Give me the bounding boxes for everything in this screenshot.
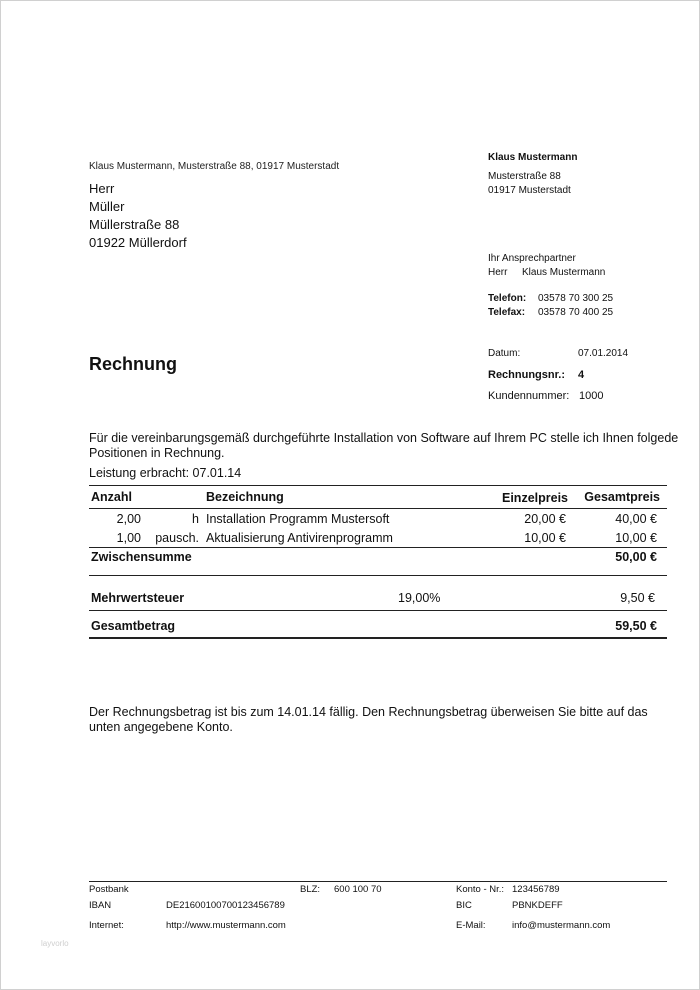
footer-blz-label: BLZ: xyxy=(300,884,321,895)
contact-heading: Ihr Ansprechpartner xyxy=(488,253,576,264)
sender-return-address: Klaus Mustermann, Musterstraße 88, 01917 Musterstadt xyxy=(89,161,340,172)
footer-iban: DE21600100700123456789 xyxy=(166,900,285,911)
items-rule xyxy=(89,547,667,548)
subtotal-label: Zwischensumme xyxy=(91,550,192,564)
footer-email-label: E-Mail: xyxy=(456,920,486,931)
footer-bank: Postbank xyxy=(89,884,129,895)
footer-internet-label: Internet: xyxy=(89,920,124,931)
customer-no-value: 1000 xyxy=(579,390,604,402)
table-top-rule xyxy=(89,485,667,486)
row-unit-price: 10,00 € xyxy=(524,531,566,545)
row-unit: pausch. xyxy=(155,531,199,545)
row-total: 40,00 € xyxy=(615,512,657,526)
document-title: Rechnung xyxy=(89,354,177,374)
row-qty: 2,00 xyxy=(116,512,141,526)
recipient-street: Müllerstraße 88 xyxy=(89,217,180,232)
header-rule xyxy=(89,508,667,509)
invoice-no-label: Rechnungsnr.: xyxy=(488,369,566,381)
subtotal-value: 50,00 € xyxy=(615,550,657,564)
service-date: Leistung erbracht: 07.01.14 xyxy=(89,466,242,480)
vat-rate: 19,00% xyxy=(398,591,441,605)
total-label: Gesamtbetrag xyxy=(91,619,176,633)
row-description: Aktualisierung Antivirenprogramm xyxy=(206,531,393,545)
phone-label: Telefon: xyxy=(488,293,527,304)
header-anzahl: Anzahl xyxy=(91,490,132,504)
contact-salutation: Herr xyxy=(488,267,508,278)
row-qty: 1,00 xyxy=(116,531,141,545)
watermark: layvorlo xyxy=(41,939,69,948)
vat-value: 9,50 € xyxy=(620,591,655,605)
recipient-salutation: Herr xyxy=(89,181,115,196)
phone-number: 03578 70 300 25 xyxy=(538,293,614,304)
recipient-city: 01922 Müllerdorf xyxy=(89,235,187,250)
date-label: Datum: xyxy=(488,348,521,359)
header-bezeichnung: Bezeichnung xyxy=(206,490,284,504)
invoice-no-value: 4 xyxy=(578,369,585,381)
row-unit-price: 20,00 € xyxy=(524,512,566,526)
recipient-name: Müller xyxy=(89,199,125,214)
company-block xyxy=(488,151,577,198)
footer-bic-label: BIC xyxy=(456,900,472,911)
customer-no-label: Kundennummer: xyxy=(488,390,570,402)
contact-name: Klaus Mustermann xyxy=(522,267,606,278)
footer-rule xyxy=(89,881,667,882)
contact-person xyxy=(488,252,605,280)
row-unit: h xyxy=(192,512,199,526)
header-gesamtpreis: Gesamtpreis xyxy=(584,490,660,504)
recipient-address xyxy=(89,180,187,252)
total-rule xyxy=(89,637,667,639)
header-einzelpreis: Einzelpreis xyxy=(502,491,568,505)
fax-label: Telefax: xyxy=(488,307,526,318)
phone-block xyxy=(488,292,613,320)
intro-text: Für die vereinbarungsgemäß durchgeführte Installation von Software auf Ihrem PC stelle ich Ihnen folgede Positionen in Rechnung. xyxy=(89,431,679,460)
payment-due-text: Der Rechnungsbetrag ist bis zum 14.01.14 fällig. Den Rechnungsbetrag überweisen Sie bitte auf das unten angegebene Konto. xyxy=(89,705,648,734)
vat-rule xyxy=(89,610,667,611)
fax-number: 03578 70 400 25 xyxy=(538,307,614,318)
company-name: Klaus Mustermann xyxy=(488,152,578,163)
total-value: 59,50 € xyxy=(615,619,657,633)
company-city: 01917 Musterstadt xyxy=(488,185,571,196)
footer-blz: 600 100 70 xyxy=(334,884,382,895)
footer-bic: PBNKDEFF xyxy=(512,900,563,911)
footer-iban-label: IBAN xyxy=(89,900,112,911)
vat-label: Mehrwertsteuer xyxy=(91,591,185,605)
row-total: 10,00 € xyxy=(615,531,657,545)
row-description: Installation Programm Mustersoft xyxy=(206,512,390,526)
company-street: Musterstraße 88 xyxy=(488,171,561,182)
footer-email[interactable]: info@mustermann.com xyxy=(512,920,611,931)
footer-konto: 123456789 xyxy=(512,884,560,895)
subtotal-rule xyxy=(89,575,667,576)
date-value: 07.01.2014 xyxy=(578,348,629,359)
footer-konto-label: Konto - Nr.: xyxy=(456,884,505,895)
footer-internet[interactable]: http://www.mustermann.com xyxy=(166,920,286,931)
